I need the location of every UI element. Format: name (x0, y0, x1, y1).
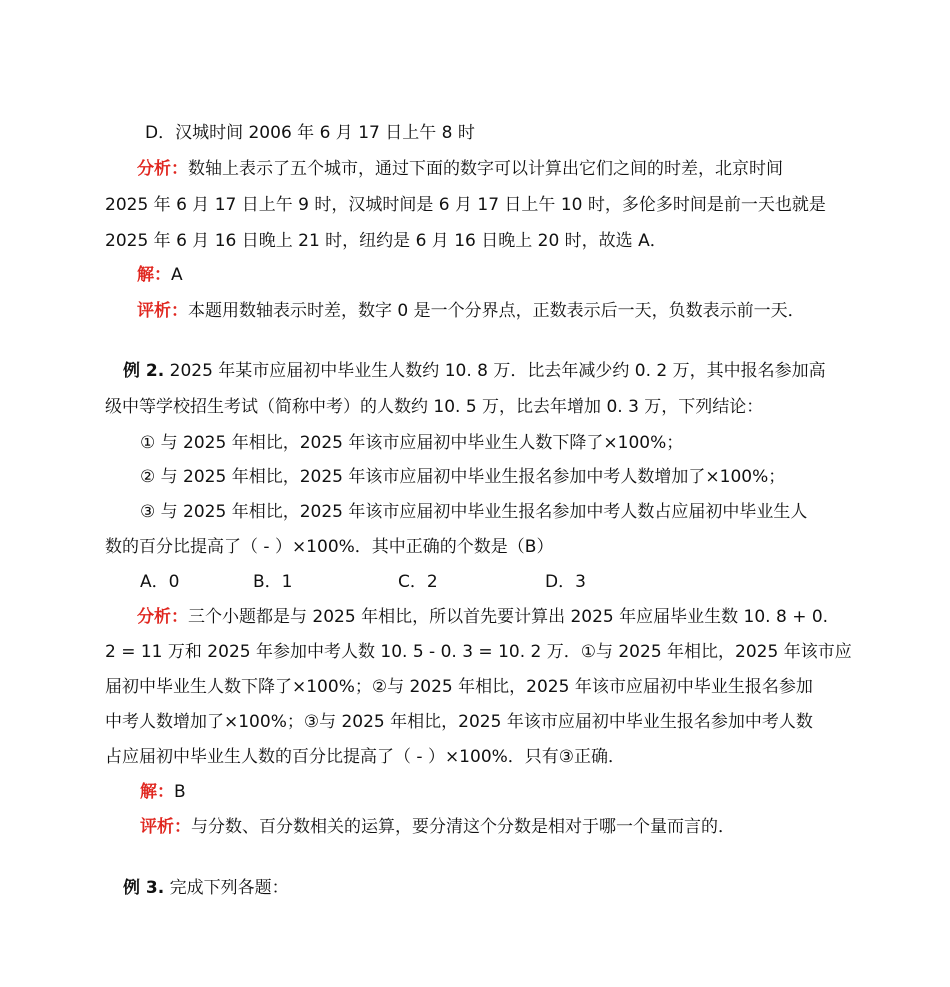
ex2-analysis-line5: 占应届初中毕业生人数的百分比提高了（ - ）×100%．只有③正确． (105, 747, 626, 767)
ex2-statement-2: ② 与 2025 年相比，2025 年该市应届初中毕业生报名参加中考人数增加了×100%； (140, 467, 786, 487)
ex1-comment-label: 评析： (137, 301, 188, 321)
ex1-analysis-line1: 数轴上表示了五个城市，通过下面的数字可以计算出它们之间的时差，北京时间 (188, 159, 783, 179)
ex2-comment-text: 与分数、百分数相关的运算，要分清这个分数是相对于哪一个量而言的． (191, 817, 735, 837)
ex2-analysis-line1: 三个小题都是与 2025 年相比，所以首先要计算出 2025 年应届毕业生数 10. 8 + 0. (188, 607, 829, 627)
ex1-solution-label: 解： (137, 265, 171, 285)
ex1-solution (137, 263, 183, 287)
ex1-comment (137, 299, 805, 323)
ex2-question-line1 (123, 359, 826, 383)
ex2-statement-3-line2: 数的百分比提高了（ - ）×100%．其中正确的个数是（B） (105, 537, 554, 557)
ex3-title: 例 3. (123, 878, 165, 898)
ex1-analysis-label: 分析： (137, 159, 188, 179)
ex3-question-text: 完成下列各题： (169, 878, 289, 898)
ex3-question (123, 876, 289, 900)
ex2-comment-label: 评析： (140, 817, 191, 837)
ex2-question-line2: 级中等学校招生考试（简称中考）的人数约 10. 5 万，比去年增加 0. 3 万，下列结论： (105, 397, 764, 417)
ex2-solution (140, 780, 186, 804)
ex2-solution-label: 解： (140, 782, 174, 802)
ex1-analysis-line3: 2025 年 6 月 16 日晚上 21 时，纽约是 6 月 16 日晚上 20 时，故选 A． (105, 231, 667, 251)
ex1-option-d: D．汉城时间 2006 年 6 月 17 日上午 8 时 (145, 123, 475, 143)
ex2-option-b: B．1 (253, 572, 293, 592)
ex2-option-a: A．0 (140, 572, 180, 592)
ex2-analysis (137, 605, 828, 629)
ex1-comment-text: 本题用数轴表示时差，数字 0 是一个分界点，正数表示后一天，负数表示前一天． (188, 301, 805, 321)
ex1-analysis-line2: 2025 年 6 月 17 日上午 9 时，汉城时间是 6 月 17 日上午 10 时，多伦多时间是前一天也就是 (105, 195, 826, 215)
ex2-analysis-line2: 2 = 11 万和 2025 年参加中考人数 10. 5 - 0. 3 = 10. 2 万．①与 2025 年相比，2025 年该市应 (105, 642, 852, 662)
ex2-title: 例 2. (123, 361, 165, 381)
ex2-statement-1: ① 与 2025 年相比，2025 年该市应届初中毕业生人数下降了×100%； (140, 433, 684, 453)
ex2-analysis-label: 分析： (137, 607, 188, 627)
ex1-analysis (137, 157, 783, 181)
ex2-analysis-line4: 中考人数增加了×100%；③与 2025 年相比，2025 年该市应届初中毕业生报名参加中考人数 (105, 712, 813, 732)
ex2-analysis-line3: 届初中毕业生人数下降了×100%；②与 2025 年相比，2025 年该市应届初中毕业生报名参加 (105, 677, 813, 697)
ex2-option-d: D．3 (545, 572, 586, 592)
ex2-comment (140, 815, 735, 839)
ex2-question-text1: 2025 年某市应届初中毕业生人数约 10. 8 万．比去年减少约 0. 2 万，其中报名参加高 (169, 361, 826, 381)
ex2-statement-3-line1: ③ 与 2025 年相比，2025 年该市应届初中毕业生报名参加中考人数占应届初中毕业生人 (140, 502, 808, 522)
ex1-solution-value: A (171, 265, 183, 285)
ex2-option-c: C．2 (398, 572, 438, 592)
ex2-solution-value: B (174, 782, 186, 802)
